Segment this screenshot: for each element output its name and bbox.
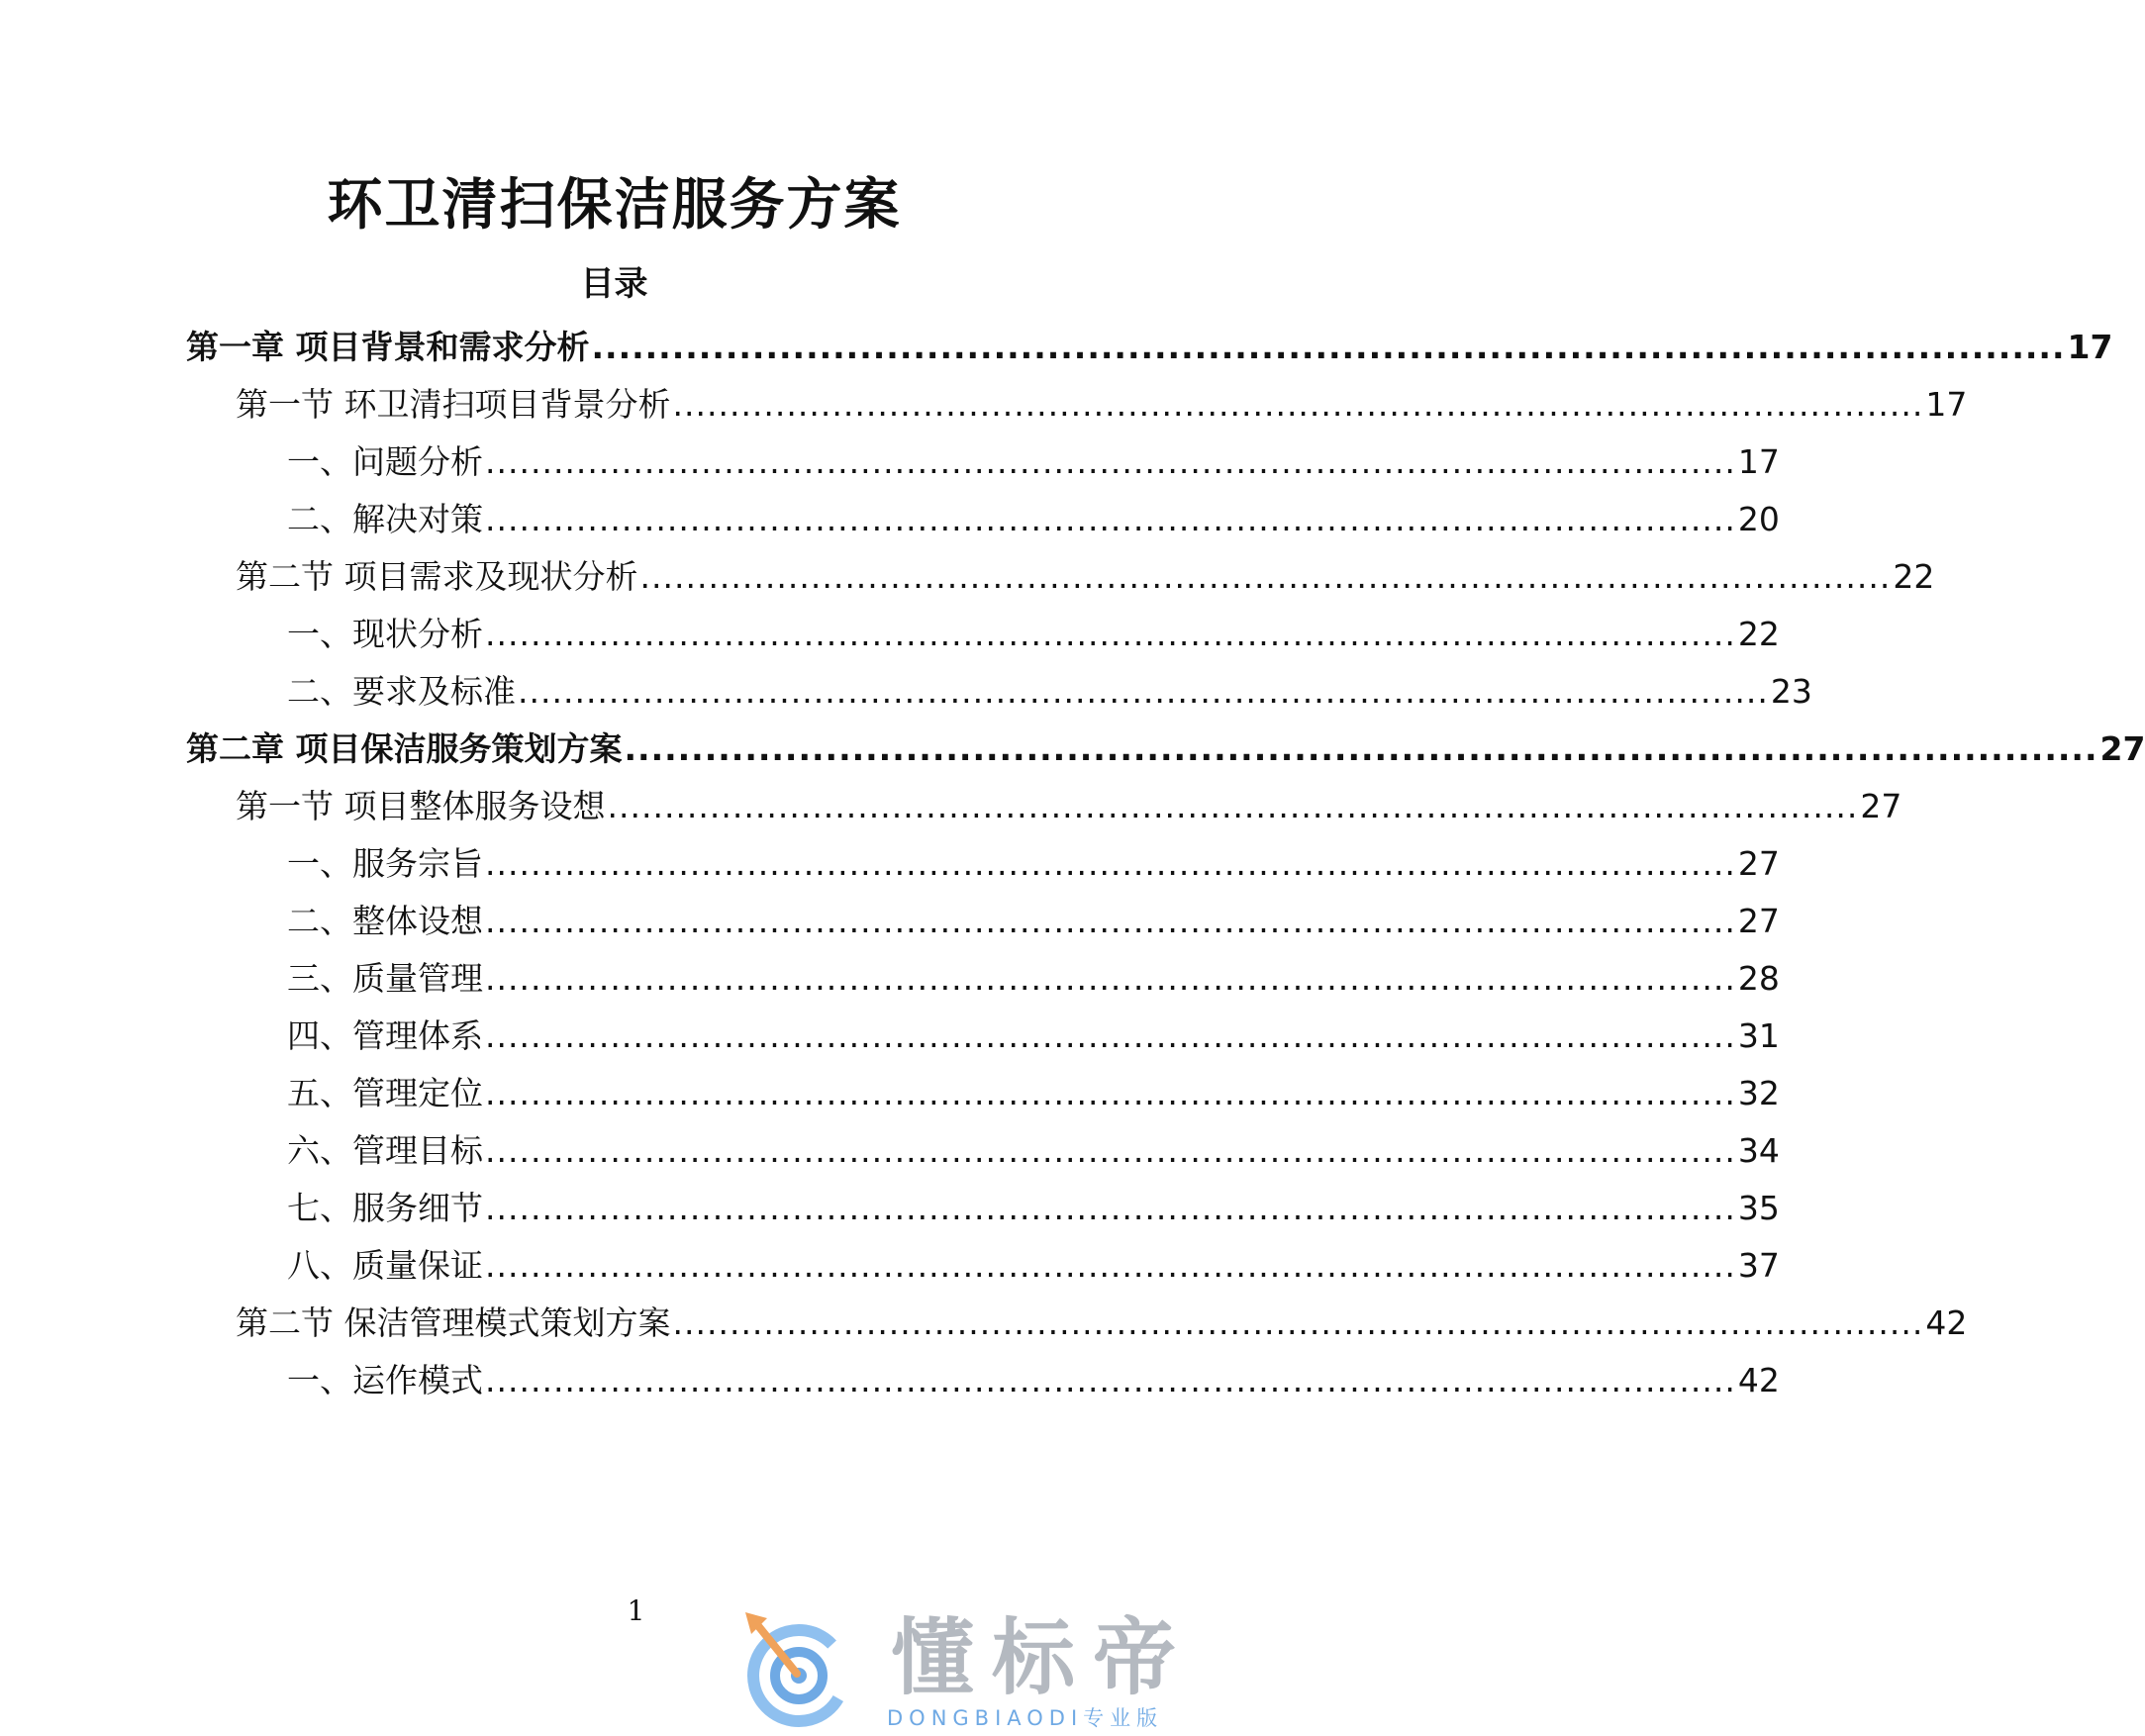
toc-entry[interactable] bbox=[287, 1068, 1780, 1115]
toc-leader: .............................................................................................................. bbox=[672, 1303, 1924, 1342]
toc-entry-label: 第一章 项目背景和需求分析 bbox=[186, 328, 590, 366]
toc-entry-page: 37 bbox=[1737, 1246, 1780, 1285]
toc-entry-label: 一、运作模式 bbox=[287, 1361, 483, 1399]
toc-entry-label: 第二节 保洁管理模式策划方案 bbox=[236, 1303, 671, 1342]
target-arrow-icon bbox=[737, 1608, 856, 1733]
toc-entry[interactable] bbox=[287, 1125, 1780, 1173]
toc-entry-label: 一、问题分析 bbox=[287, 442, 483, 481]
toc-entry[interactable] bbox=[236, 551, 1935, 599]
toc-entry-page: 22 bbox=[1893, 557, 1935, 596]
toc-entry[interactable] bbox=[236, 379, 1968, 427]
toc-entry[interactable] bbox=[287, 896, 1780, 943]
toc-leader: .............................................................................................................. bbox=[518, 672, 1769, 711]
toc-entry-label: 二、要求及标准 bbox=[287, 672, 516, 711]
toc-entry-label: 第一节 环卫清扫项目背景分析 bbox=[236, 385, 671, 424]
toc-entry-page: 27 bbox=[2099, 729, 2145, 768]
toc-entry-label: 五、管理定位 bbox=[287, 1074, 483, 1112]
toc-entry[interactable] bbox=[287, 609, 1780, 656]
toc-entry-label: 一、服务宗旨 bbox=[287, 844, 483, 883]
watermark bbox=[737, 1608, 1222, 1733]
watermark-brand: 懂标帝 bbox=[891, 1609, 1195, 1706]
toc-leader: .............................................................................................................. bbox=[624, 729, 2098, 768]
toc-entry-page: 42 bbox=[1925, 1303, 1968, 1342]
toc-entry-page: 27 bbox=[1737, 902, 1780, 940]
toc-entry-page: 31 bbox=[1737, 1016, 1780, 1055]
watermark-sub: DONGBIAODI专业版 bbox=[887, 1706, 1164, 1730]
toc-entry[interactable] bbox=[287, 436, 1780, 484]
toc-entry-label: 四、管理体系 bbox=[287, 1016, 483, 1055]
toc-entry[interactable] bbox=[287, 953, 1780, 1001]
toc-entry[interactable] bbox=[287, 1183, 1780, 1230]
toc-leader: .............................................................................................................. bbox=[485, 442, 1736, 481]
toc-entry-label: 三、质量管理 bbox=[287, 959, 483, 998]
toc-entry[interactable] bbox=[287, 494, 1780, 541]
toc-entry-page: 28 bbox=[1737, 959, 1780, 998]
toc-entry-label: 七、服务细节 bbox=[287, 1189, 483, 1227]
toc-leader: .............................................................................................................. bbox=[485, 844, 1736, 883]
toc-entry[interactable] bbox=[236, 781, 1902, 828]
toc-leader: .............................................................................................................. bbox=[485, 1016, 1736, 1055]
toc-entry-page: 27 bbox=[1860, 787, 1902, 825]
toc-entry-page: 27 bbox=[1737, 844, 1780, 883]
toc-entry-label: 第二节 项目需求及现状分析 bbox=[236, 557, 638, 596]
toc-entry-page: 22 bbox=[1737, 615, 1780, 653]
toc-leader: .............................................................................................................. bbox=[485, 615, 1736, 653]
toc-entry[interactable] bbox=[236, 1298, 1968, 1345]
toc-entry-page: 35 bbox=[1737, 1189, 1780, 1227]
toc-entry-label: 六、管理目标 bbox=[287, 1131, 483, 1170]
toc-leader: .............................................................................................................. bbox=[485, 1189, 1736, 1227]
toc-entry-page: 17 bbox=[2067, 328, 2113, 366]
toc-leader: .............................................................................................................. bbox=[485, 1246, 1736, 1285]
toc-entry-label: 一、现状分析 bbox=[287, 615, 483, 653]
toc-entry-page: 42 bbox=[1737, 1361, 1780, 1399]
toc-entry-label: 第二章 项目保洁服务策划方案 bbox=[186, 729, 623, 768]
toc-entry-page: 17 bbox=[1737, 442, 1780, 481]
toc-leader: .............................................................................................................. bbox=[485, 959, 1736, 998]
toc-entry-label: 二、解决对策 bbox=[287, 500, 483, 538]
toc-leader: .............................................................................................................. bbox=[485, 902, 1736, 940]
toc-leader: .............................................................................................................. bbox=[639, 557, 1892, 596]
toc-entry[interactable] bbox=[287, 1240, 1780, 1288]
toc-entry-label: 二、整体设想 bbox=[287, 902, 483, 940]
toc-entry-page: 17 bbox=[1925, 385, 1968, 424]
toc-leader: .............................................................................................................. bbox=[607, 787, 1859, 825]
toc-leader: .............................................................................................................. bbox=[672, 385, 1924, 424]
toc-entry[interactable] bbox=[287, 1011, 1780, 1058]
toc-leader: .............................................................................................................. bbox=[485, 1361, 1736, 1399]
toc-entry-page: 20 bbox=[1737, 500, 1780, 538]
toc-entry-page: 23 bbox=[1770, 672, 1812, 711]
toc-leader: .............................................................................................................. bbox=[485, 1074, 1736, 1112]
toc-leader: .............................................................................................................. bbox=[591, 328, 2066, 366]
toc-entry[interactable] bbox=[287, 838, 1780, 886]
toc-leader: .............................................................................................................. bbox=[485, 500, 1736, 538]
toc-entry[interactable] bbox=[186, 723, 2145, 771]
toc-entry-label: 八、质量保证 bbox=[287, 1246, 483, 1285]
toc-entry[interactable] bbox=[287, 666, 1812, 714]
toc-entry-page: 32 bbox=[1737, 1074, 1780, 1112]
toc-entry-page: 34 bbox=[1737, 1131, 1780, 1170]
toc-entry[interactable] bbox=[287, 1355, 1780, 1402]
page-number: 1 bbox=[627, 1594, 645, 1627]
toc-entry[interactable] bbox=[186, 322, 2113, 369]
document-title: 环卫清扫保洁服务方案 bbox=[327, 173, 902, 238]
toc-leader: .............................................................................................................. bbox=[485, 1131, 1736, 1170]
toc-heading: 目录 bbox=[580, 264, 648, 304]
toc-entry-label: 第一节 项目整体服务设想 bbox=[236, 787, 606, 825]
